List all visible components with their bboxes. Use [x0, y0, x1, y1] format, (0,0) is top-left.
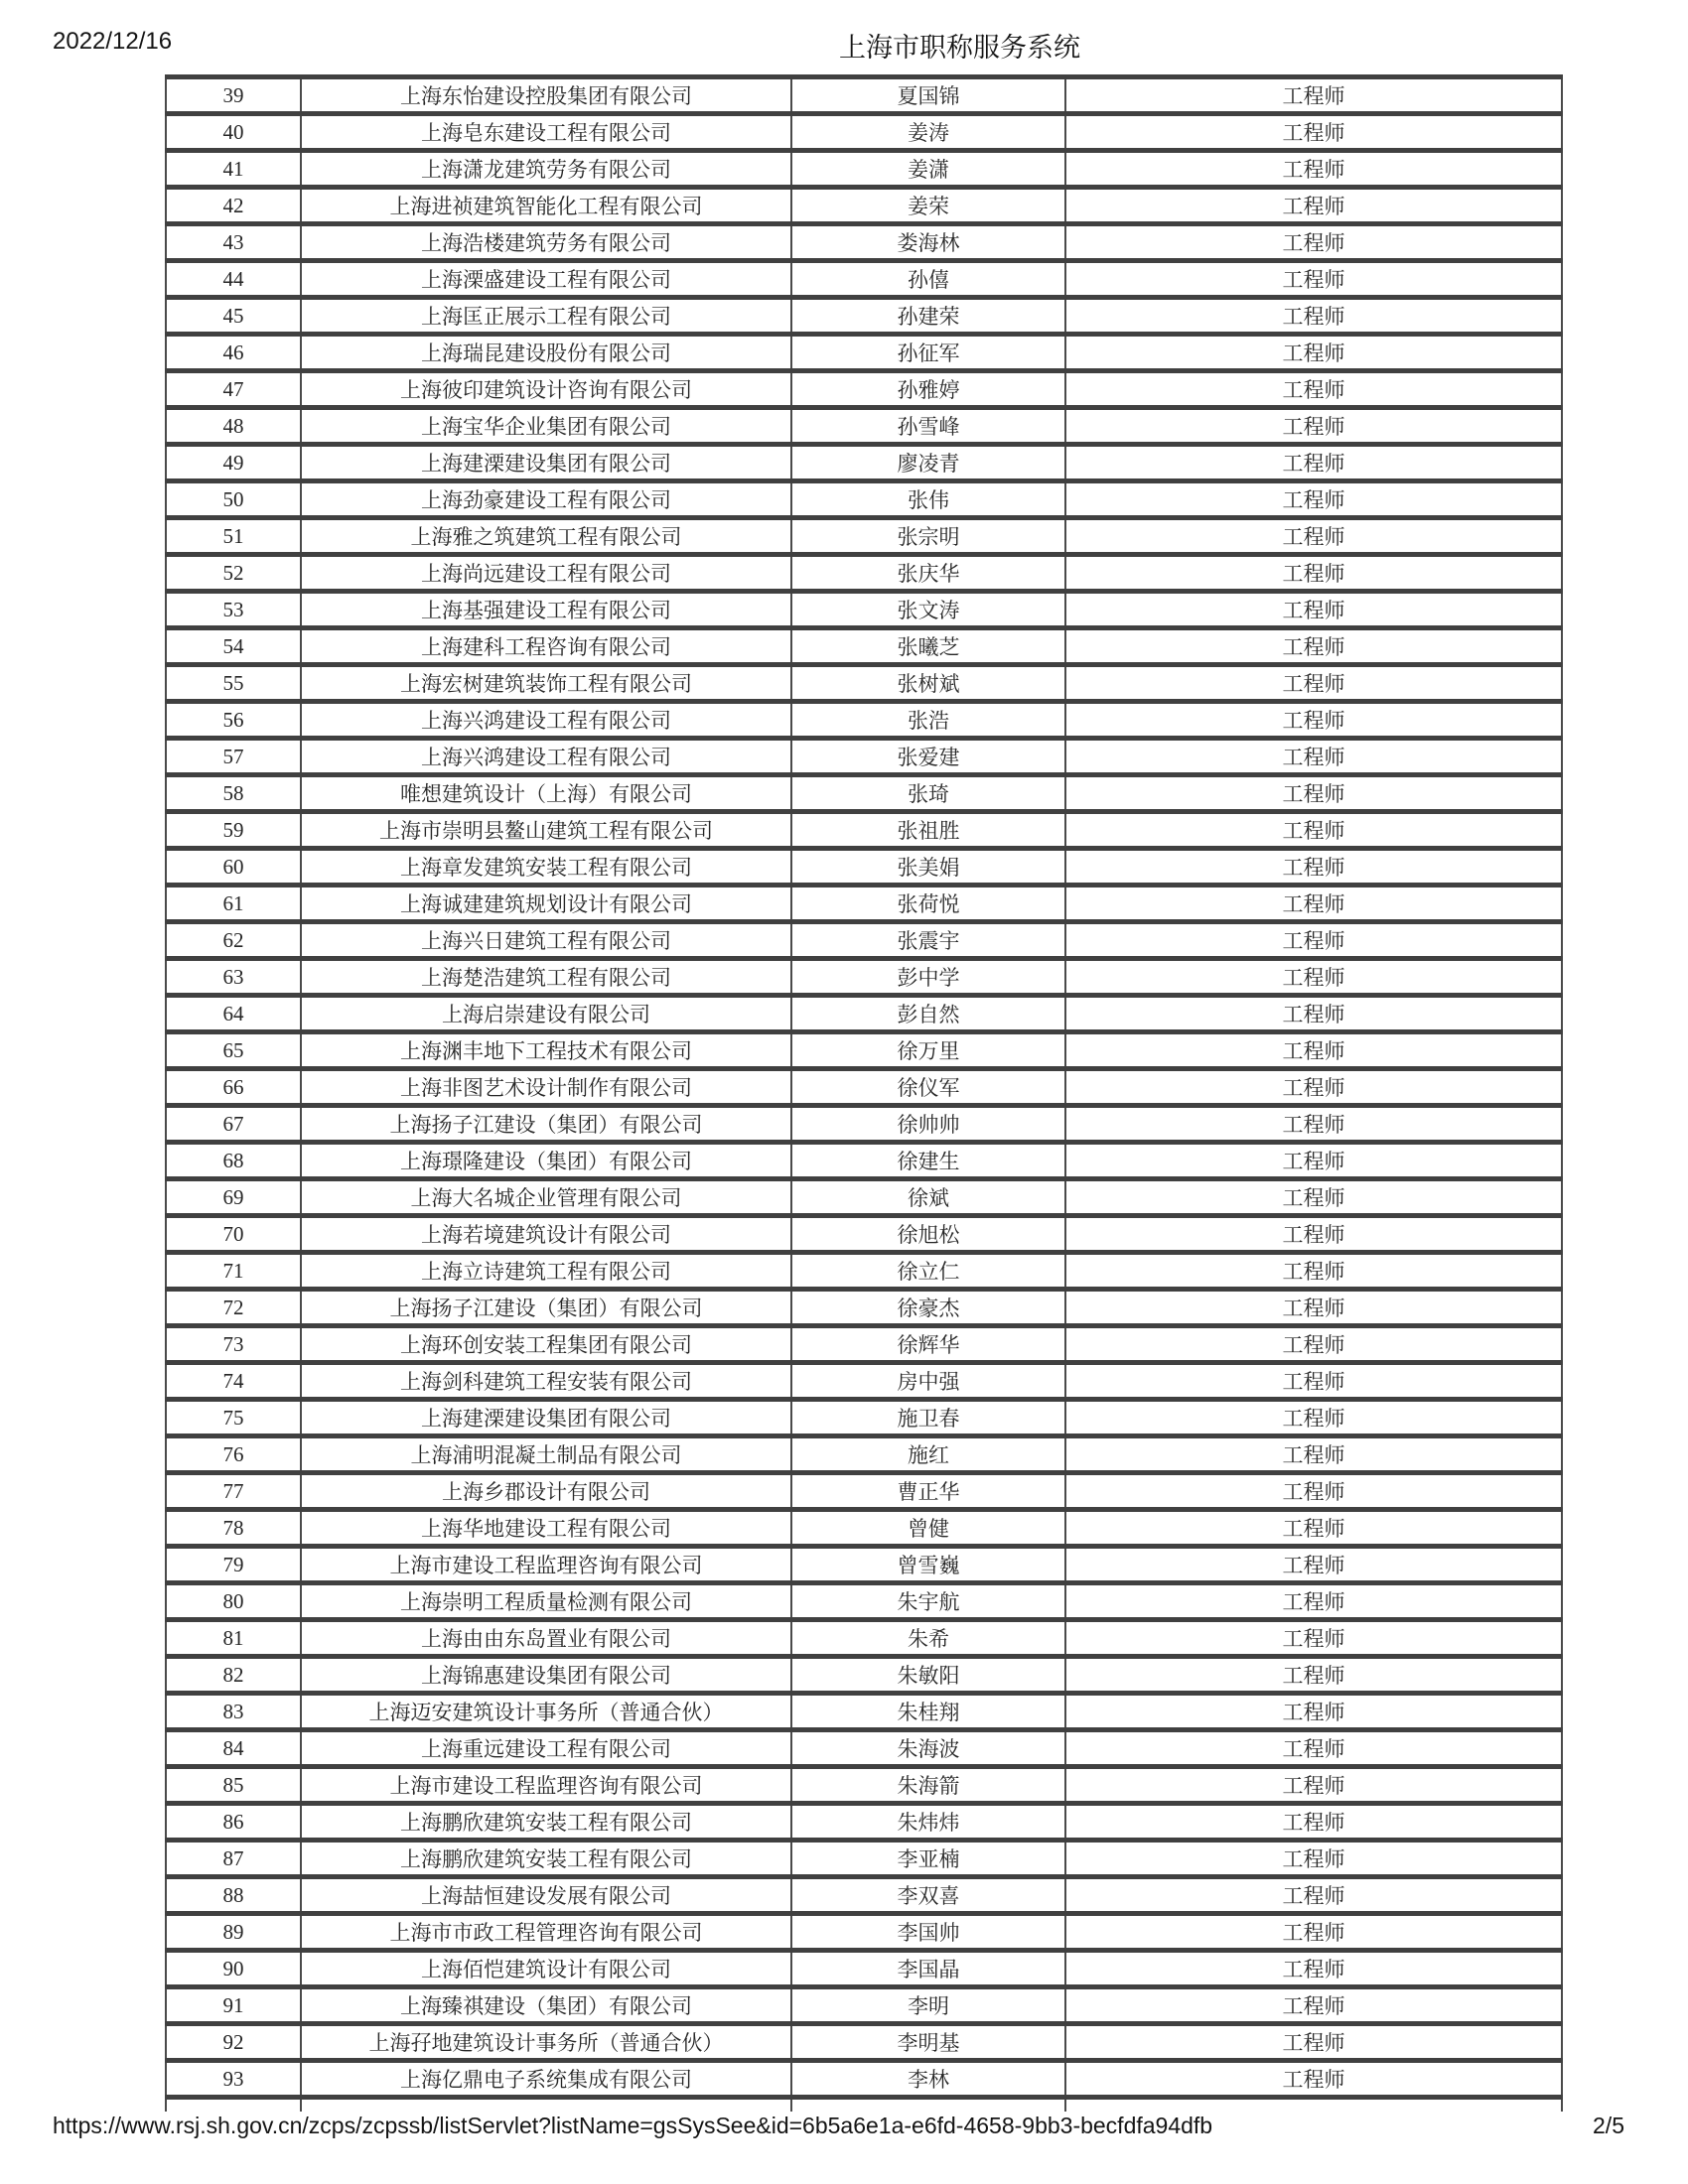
company-cell: 上海非图艺术设计制作有限公司 — [301, 1069, 791, 1106]
title-cell: 工程师 — [1065, 1363, 1562, 1400]
person-name-cell: 李林 — [791, 2061, 1065, 2098]
company-cell: 上海诚建建筑规划设计有限公司 — [301, 886, 791, 922]
person-name-cell: 曹正华 — [791, 1473, 1065, 1510]
person-name-cell: 徐辉华 — [791, 1326, 1065, 1363]
company-cell: 上海兴鸿建设工程有限公司 — [301, 739, 791, 775]
table-row — [166, 665, 1562, 702]
table-row — [166, 298, 1562, 335]
company-cell: 上海迈安建筑设计事务所（普通合伙） — [301, 1694, 791, 1730]
title-cell: 工程师 — [1065, 1841, 1562, 1877]
table-row — [166, 1767, 1562, 1804]
row-number-cell: 42 — [166, 188, 301, 224]
company-cell: 上海重远建设工程有限公司 — [301, 1730, 791, 1767]
table-row — [166, 224, 1562, 261]
table-row — [166, 1032, 1562, 1069]
title-roster-table — [165, 74, 1563, 2112]
person-name-cell: 徐万里 — [791, 1032, 1065, 1069]
title-cell: 工程师 — [1065, 114, 1562, 151]
company-cell: 上海锦惠建设集团有限公司 — [301, 1657, 791, 1694]
table-row — [166, 2061, 1562, 2098]
page-title: 上海市职称服务系统 — [839, 33, 1080, 63]
company-cell: 上海瑞昆建设股份有限公司 — [301, 335, 791, 371]
person-name-cell: 孙雅婷 — [791, 371, 1065, 408]
row-number-cell: 71 — [166, 1253, 301, 1290]
title-cell: 工程师 — [1065, 628, 1562, 665]
company-cell: 上海璟隆建设（集团）有限公司 — [301, 1143, 791, 1179]
title-cell: 工程师 — [1065, 922, 1562, 959]
company-cell — [301, 2098, 791, 2113]
person-name-cell: 施卫春 — [791, 1400, 1065, 1436]
person-name-cell: 曾健 — [791, 1510, 1065, 1547]
row-number-cell: 72 — [166, 1290, 301, 1326]
title-cell: 工程师 — [1065, 1290, 1562, 1326]
person-name-cell: 施红 — [791, 1436, 1065, 1473]
title-cell: 工程师 — [1065, 298, 1562, 335]
row-number-cell: 44 — [166, 261, 301, 298]
row-number-cell: 86 — [166, 1804, 301, 1841]
row-number-cell: 49 — [166, 445, 301, 481]
title-cell: 工程师 — [1065, 812, 1562, 849]
table-row — [166, 886, 1562, 922]
row-number-cell: 91 — [166, 1987, 301, 2024]
table-row — [166, 1951, 1562, 1987]
company-cell: 上海宏树建筑装饰工程有限公司 — [301, 665, 791, 702]
title-cell: 工程师 — [1065, 1951, 1562, 1987]
row-number-cell: 54 — [166, 628, 301, 665]
table-row — [166, 922, 1562, 959]
row-number-cell: 66 — [166, 1069, 301, 1106]
title-cell: 工程师 — [1065, 1914, 1562, 1951]
title-cell: 工程师 — [1065, 555, 1562, 592]
person-name-cell: 张宗明 — [791, 518, 1065, 555]
row-number-cell: 67 — [166, 1106, 301, 1143]
table-row — [166, 1583, 1562, 1620]
person-name-cell: 张美娟 — [791, 849, 1065, 886]
table-row — [166, 849, 1562, 886]
table-row — [166, 114, 1562, 151]
title-cell: 工程师 — [1065, 1767, 1562, 1804]
person-name-cell: 朱桂翔 — [791, 1694, 1065, 1730]
company-cell: 上海由由东岛置业有限公司 — [301, 1620, 791, 1657]
table-row — [166, 408, 1562, 445]
company-cell: 上海崇明工程质量检测有限公司 — [301, 1583, 791, 1620]
table-row — [166, 1106, 1562, 1143]
table-row — [166, 1400, 1562, 1436]
person-name-cell: 徐立仁 — [791, 1253, 1065, 1290]
title-cell: 工程师 — [1065, 1877, 1562, 1914]
row-number-cell: 52 — [166, 555, 301, 592]
person-name-cell: 张浩 — [791, 702, 1065, 739]
company-cell: 上海雅之筑建筑工程有限公司 — [301, 518, 791, 555]
title-cell: 工程师 — [1065, 224, 1562, 261]
title-cell: 工程师 — [1065, 1400, 1562, 1436]
table-row — [166, 959, 1562, 996]
row-number-cell: 41 — [166, 151, 301, 188]
person-name-cell: 娄海林 — [791, 224, 1065, 261]
row-number-cell: 80 — [166, 1583, 301, 1620]
row-number-cell: 62 — [166, 922, 301, 959]
company-cell: 上海佰恺建筑设计有限公司 — [301, 1951, 791, 1987]
row-number-cell: 58 — [166, 775, 301, 812]
company-cell: 上海立诗建筑工程有限公司 — [301, 1253, 791, 1290]
row-number-cell: 53 — [166, 592, 301, 628]
company-cell: 上海潇龙建筑劳务有限公司 — [301, 151, 791, 188]
person-name-cell: 徐豪杰 — [791, 1290, 1065, 1326]
table-row — [166, 1730, 1562, 1767]
person-name-cell: 张文涛 — [791, 592, 1065, 628]
row-number-cell: 50 — [166, 481, 301, 518]
table-row — [166, 628, 1562, 665]
person-name-cell: 李明 — [791, 1987, 1065, 2024]
company-cell: 上海大名城企业管理有限公司 — [301, 1179, 791, 1216]
company-cell: 上海建科工程咨询有限公司 — [301, 628, 791, 665]
company-cell: 上海基强建设工程有限公司 — [301, 592, 791, 628]
row-number-cell: 92 — [166, 2024, 301, 2061]
title-cell: 工程师 — [1065, 1143, 1562, 1179]
title-cell: 工程师 — [1065, 1216, 1562, 1253]
person-name-cell: 廖凌青 — [791, 445, 1065, 481]
company-cell: 上海市市政工程管理咨询有限公司 — [301, 1914, 791, 1951]
title-cell: 工程师 — [1065, 1620, 1562, 1657]
company-cell: 上海鹏欣建筑安装工程有限公司 — [301, 1804, 791, 1841]
table-row — [166, 1216, 1562, 1253]
person-name-cell: 姜荣 — [791, 188, 1065, 224]
title-cell: 工程师 — [1065, 335, 1562, 371]
person-name-cell: 朱宇航 — [791, 1583, 1065, 1620]
company-cell: 上海鹏欣建筑安装工程有限公司 — [301, 1841, 791, 1877]
table-row — [166, 2024, 1562, 2061]
row-number-cell: 65 — [166, 1032, 301, 1069]
row-number-cell: 77 — [166, 1473, 301, 1510]
title-cell: 工程师 — [1065, 481, 1562, 518]
title-cell: 工程师 — [1065, 151, 1562, 188]
row-number-cell: 68 — [166, 1143, 301, 1179]
title-cell: 工程师 — [1065, 1804, 1562, 1841]
row-number-cell: 51 — [166, 518, 301, 555]
company-cell: 上海尚远建设工程有限公司 — [301, 555, 791, 592]
person-name-cell: 徐帅帅 — [791, 1106, 1065, 1143]
row-number-cell: 69 — [166, 1179, 301, 1216]
table-row — [166, 371, 1562, 408]
title-cell: 工程师 — [1065, 775, 1562, 812]
title-cell: 工程师 — [1065, 1436, 1562, 1473]
person-name-cell: 张庆华 — [791, 555, 1065, 592]
table-row — [166, 1290, 1562, 1326]
title-cell: 工程师 — [1065, 849, 1562, 886]
person-name-cell: 孙征军 — [791, 335, 1065, 371]
row-number-cell: 84 — [166, 1730, 301, 1767]
company-cell: 上海市建设工程监理咨询有限公司 — [301, 1767, 791, 1804]
table-row — [166, 1804, 1562, 1841]
person-name-cell: 徐旭松 — [791, 1216, 1065, 1253]
table-row — [166, 592, 1562, 628]
row-number-cell: 57 — [166, 739, 301, 775]
title-cell: 工程师 — [1065, 188, 1562, 224]
table-row — [166, 1326, 1562, 1363]
person-name-cell: 朱海箭 — [791, 1767, 1065, 1804]
title-cell: 工程师 — [1065, 518, 1562, 555]
table-row — [166, 1914, 1562, 1951]
title-cell: 工程师 — [1065, 1987, 1562, 2024]
person-name-cell: 朱希 — [791, 1620, 1065, 1657]
person-name-cell: 李双喜 — [791, 1877, 1065, 1914]
table-row — [166, 151, 1562, 188]
row-number-cell: 39 — [166, 77, 301, 114]
row-number-cell: 64 — [166, 996, 301, 1032]
table-row — [166, 775, 1562, 812]
row-number-cell: 78 — [166, 1510, 301, 1547]
company-cell: 上海兴日建筑工程有限公司 — [301, 922, 791, 959]
person-name-cell: 夏国锦 — [791, 77, 1065, 114]
table-row — [166, 1877, 1562, 1914]
row-number-cell: 61 — [166, 886, 301, 922]
title-cell: 工程师 — [1065, 445, 1562, 481]
company-cell: 上海皂东建设工程有限公司 — [301, 114, 791, 151]
table-row — [166, 555, 1562, 592]
title-roster-table-container — [165, 74, 1567, 2112]
company-cell: 上海建溧建设集团有限公司 — [301, 1400, 791, 1436]
company-cell: 上海兴鸿建设工程有限公司 — [301, 702, 791, 739]
person-name-cell: 彭自然 — [791, 996, 1065, 1032]
table-row — [166, 1473, 1562, 1510]
company-cell: 上海渊丰地下工程技术有限公司 — [301, 1032, 791, 1069]
table-row — [166, 445, 1562, 481]
title-cell: 工程师 — [1065, 1253, 1562, 1290]
table-row — [166, 1143, 1562, 1179]
company-cell: 上海剑科建筑工程安装有限公司 — [301, 1363, 791, 1400]
company-cell: 上海浩楼建筑劳务有限公司 — [301, 224, 791, 261]
person-name-cell — [791, 2098, 1065, 2113]
row-number-cell: 88 — [166, 1877, 301, 1914]
person-name-cell: 朱炜炜 — [791, 1804, 1065, 1841]
person-name-cell: 姜潇 — [791, 151, 1065, 188]
title-cell: 工程师 — [1065, 1032, 1562, 1069]
table-row — [166, 1436, 1562, 1473]
company-cell: 上海若境建筑设计有限公司 — [301, 1216, 791, 1253]
row-number-cell: 46 — [166, 335, 301, 371]
table-row — [166, 335, 1562, 371]
table-row — [166, 1620, 1562, 1657]
person-name-cell: 姜涛 — [791, 114, 1065, 151]
person-name-cell: 朱海波 — [791, 1730, 1065, 1767]
person-name-cell: 张祖胜 — [791, 812, 1065, 849]
row-number-cell: 47 — [166, 371, 301, 408]
row-number-cell: 93 — [166, 2061, 301, 2098]
title-cell: 工程师 — [1065, 1547, 1562, 1583]
title-cell: 工程师 — [1065, 2024, 1562, 2061]
company-cell: 上海宝华企业集团有限公司 — [301, 408, 791, 445]
person-name-cell: 孙雪峰 — [791, 408, 1065, 445]
person-name-cell: 张荷悦 — [791, 886, 1065, 922]
company-cell: 上海乡郡设计有限公司 — [301, 1473, 791, 1510]
row-number-cell: 79 — [166, 1547, 301, 1583]
company-cell: 上海市建设工程监理咨询有限公司 — [301, 1547, 791, 1583]
row-number-cell: 63 — [166, 959, 301, 996]
row-number-cell: 55 — [166, 665, 301, 702]
row-number-cell: 85 — [166, 1767, 301, 1804]
row-number-cell: 83 — [166, 1694, 301, 1730]
person-name-cell: 张震宇 — [791, 922, 1065, 959]
table-row — [166, 1253, 1562, 1290]
table-row — [166, 702, 1562, 739]
row-number-cell: 56 — [166, 702, 301, 739]
title-cell: 工程师 — [1065, 702, 1562, 739]
person-name-cell: 张爱建 — [791, 739, 1065, 775]
row-number-cell: 75 — [166, 1400, 301, 1436]
company-cell: 上海劲豪建设工程有限公司 — [301, 481, 791, 518]
title-cell: 工程师 — [1065, 1473, 1562, 1510]
title-cell: 工程师 — [1065, 1179, 1562, 1216]
title-cell: 工程师 — [1065, 77, 1562, 114]
title-cell: 工程师 — [1065, 1510, 1562, 1547]
title-cell: 工程师 — [1065, 886, 1562, 922]
title-cell: 工程师 — [1065, 1069, 1562, 1106]
person-name-cell: 徐仪军 — [791, 1069, 1065, 1106]
table-row — [166, 77, 1562, 114]
title-cell: 工程师 — [1065, 592, 1562, 628]
row-number-cell: 43 — [166, 224, 301, 261]
person-name-cell: 曾雪巍 — [791, 1547, 1065, 1583]
company-cell: 上海喆恒建设发展有限公司 — [301, 1877, 791, 1914]
row-number-cell: 40 — [166, 114, 301, 151]
company-cell: 上海匡正展示工程有限公司 — [301, 298, 791, 335]
title-cell: 工程师 — [1065, 1657, 1562, 1694]
company-cell: 上海进祯建筑智能化工程有限公司 — [301, 188, 791, 224]
person-name-cell: 徐建生 — [791, 1143, 1065, 1179]
table-row — [166, 812, 1562, 849]
person-name-cell: 张琦 — [791, 775, 1065, 812]
table-row — [166, 1179, 1562, 1216]
table-row — [166, 1841, 1562, 1877]
table-row — [166, 518, 1562, 555]
title-cell: 工程师 — [1065, 1326, 1562, 1363]
page-number-indicator: 2/5 — [1593, 2113, 1624, 2138]
table-row — [166, 1510, 1562, 1547]
person-name-cell: 张曦芝 — [791, 628, 1065, 665]
title-cell — [1065, 2098, 1562, 2113]
person-name-cell: 彭中学 — [791, 959, 1065, 996]
title-cell: 工程师 — [1065, 1106, 1562, 1143]
row-number-cell: 76 — [166, 1436, 301, 1473]
row-number-cell: 48 — [166, 408, 301, 445]
table-row — [166, 481, 1562, 518]
company-cell: 上海扬子江建设（集团）有限公司 — [301, 1290, 791, 1326]
person-name-cell: 李国帅 — [791, 1914, 1065, 1951]
title-cell: 工程师 — [1065, 371, 1562, 408]
row-number-cell: 89 — [166, 1914, 301, 1951]
table-row — [166, 1547, 1562, 1583]
person-name-cell: 孙僖 — [791, 261, 1065, 298]
row-number-cell: 73 — [166, 1326, 301, 1363]
person-name-cell: 徐斌 — [791, 1179, 1065, 1216]
title-cell: 工程师 — [1065, 1583, 1562, 1620]
row-number-cell: 45 — [166, 298, 301, 335]
person-name-cell: 张伟 — [791, 481, 1065, 518]
person-name-cell: 张树斌 — [791, 665, 1065, 702]
title-cell: 工程师 — [1065, 2061, 1562, 2098]
row-number-cell: 59 — [166, 812, 301, 849]
person-name-cell: 朱敏阳 — [791, 1657, 1065, 1694]
company-cell: 上海建溧建设集团有限公司 — [301, 445, 791, 481]
row-number-cell: 81 — [166, 1620, 301, 1657]
person-name-cell: 李亚楠 — [791, 1841, 1065, 1877]
company-cell: 上海环创安装工程集团有限公司 — [301, 1326, 791, 1363]
table-row — [166, 261, 1562, 298]
table-row — [166, 1987, 1562, 2024]
person-name-cell: 孙建荣 — [791, 298, 1065, 335]
company-cell: 上海市崇明县鳌山建筑工程有限公司 — [301, 812, 791, 849]
company-cell: 上海臻祺建设（集团）有限公司 — [301, 1987, 791, 2024]
table-row-partial — [166, 2098, 1562, 2113]
company-cell: 唯想建筑设计（上海）有限公司 — [301, 775, 791, 812]
row-number-cell: 82 — [166, 1657, 301, 1694]
title-cell: 工程师 — [1065, 959, 1562, 996]
company-cell: 上海扬子江建设（集团）有限公司 — [301, 1106, 791, 1143]
print-footer-url: https://www.rsj.sh.gov.cn/zcps/zcpssb/listServlet?listName=gsSysSee&id=6b5a6e1a-e6fd-4658-9bb3-becfdfa94dfb — [53, 2113, 1213, 2138]
person-name-cell: 房中强 — [791, 1363, 1065, 1400]
company-cell: 上海华地建设工程有限公司 — [301, 1510, 791, 1547]
row-number-cell — [166, 2098, 301, 2113]
table-row — [166, 188, 1562, 224]
table-row — [166, 1363, 1562, 1400]
company-cell: 上海楚浩建筑工程有限公司 — [301, 959, 791, 996]
title-cell: 工程师 — [1065, 739, 1562, 775]
title-cell: 工程师 — [1065, 408, 1562, 445]
company-cell: 上海彼印建筑设计咨询有限公司 — [301, 371, 791, 408]
title-cell: 工程师 — [1065, 1694, 1562, 1730]
table-row — [166, 739, 1562, 775]
print-header-date: 2022/12/16 — [53, 28, 173, 55]
person-name-cell: 李明基 — [791, 2024, 1065, 2061]
company-cell: 上海章发建筑安装工程有限公司 — [301, 849, 791, 886]
row-number-cell: 87 — [166, 1841, 301, 1877]
company-cell: 上海启崇建设有限公司 — [301, 996, 791, 1032]
table-row — [166, 1694, 1562, 1730]
person-name-cell: 李国晶 — [791, 1951, 1065, 1987]
company-cell: 上海溧盛建设工程有限公司 — [301, 261, 791, 298]
row-number-cell: 74 — [166, 1363, 301, 1400]
row-number-cell: 70 — [166, 1216, 301, 1253]
row-number-cell: 90 — [166, 1951, 301, 1987]
title-cell: 工程师 — [1065, 665, 1562, 702]
table-row — [166, 1657, 1562, 1694]
title-cell: 工程师 — [1065, 1730, 1562, 1767]
table-row — [166, 996, 1562, 1032]
title-cell: 工程师 — [1065, 261, 1562, 298]
table-row — [166, 1069, 1562, 1106]
title-cell: 工程师 — [1065, 996, 1562, 1032]
company-cell: 上海孖地建筑设计事务所（普通合伙） — [301, 2024, 791, 2061]
row-number-cell: 60 — [166, 849, 301, 886]
company-cell: 上海亿鼎电子系统集成有限公司 — [301, 2061, 791, 2098]
company-cell: 上海东怡建设控股集团有限公司 — [301, 77, 791, 114]
company-cell: 上海浦明混凝土制品有限公司 — [301, 1436, 791, 1473]
